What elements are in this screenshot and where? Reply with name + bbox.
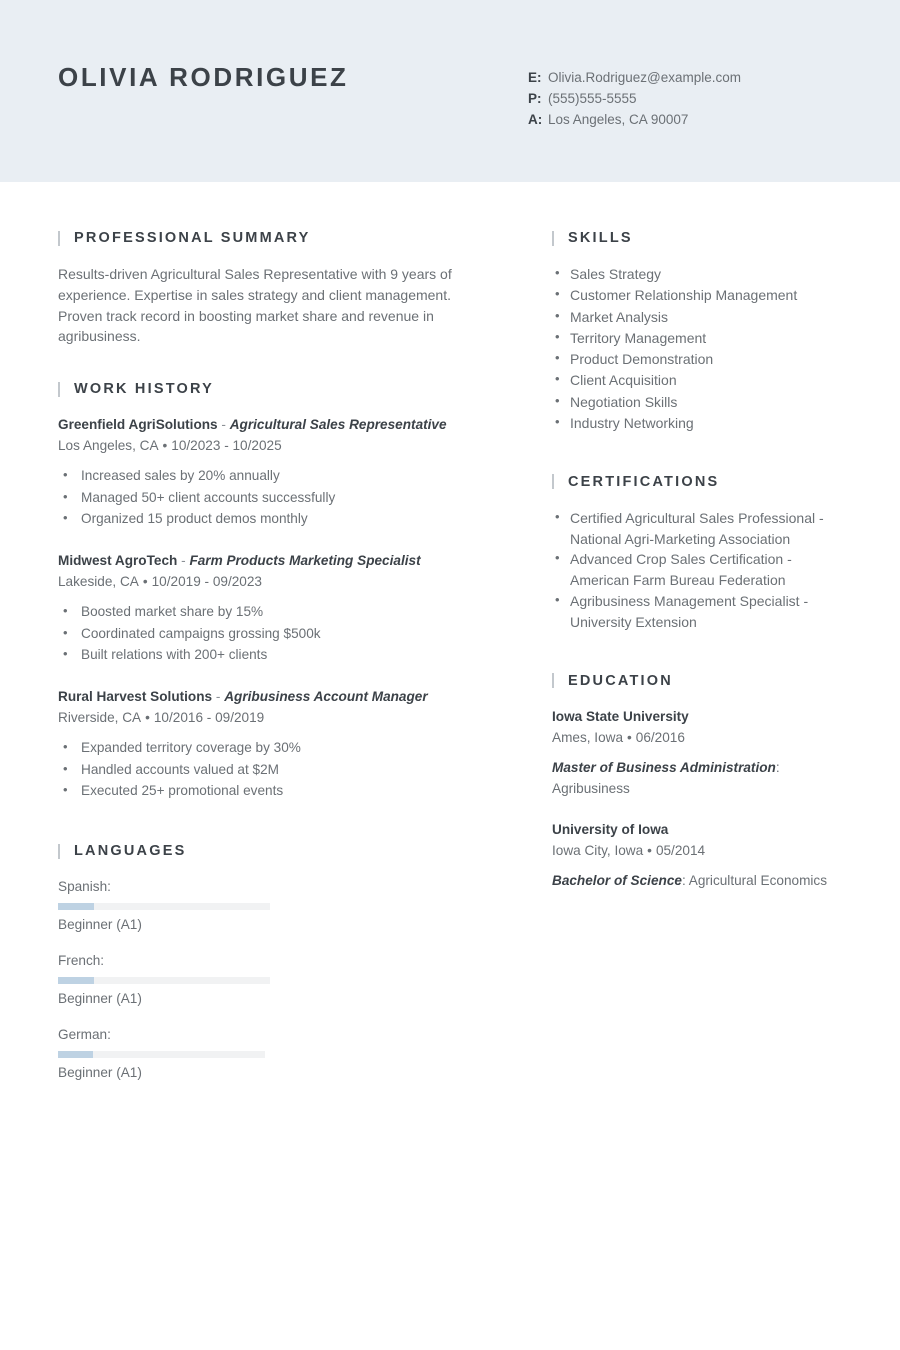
section-languages — [58, 843, 500, 1099]
education-school: Iowa State University — [552, 708, 689, 724]
language-proficiency-track — [58, 977, 270, 984]
section-certifications — [552, 474, 842, 633]
language-proficiency-fill — [58, 903, 94, 910]
skill-item: • Market Analysis — [552, 307, 842, 328]
phone-value[interactable]: (555)555-5555 — [548, 91, 637, 106]
address-value: Los Angeles, CA 90007 — [548, 112, 689, 127]
job-meta — [58, 707, 500, 728]
job-heading — [58, 551, 500, 571]
job-bullet: • Increased sales by 20% annually — [58, 465, 500, 486]
work-history-entry — [58, 687, 500, 801]
education-date: 05/2014 — [655, 842, 706, 858]
section-accent-bar-icon — [552, 474, 554, 489]
skill-item: • Territory Management — [552, 328, 842, 349]
section-header-summary — [58, 230, 500, 246]
section-accent-bar-icon — [552, 231, 554, 246]
job-bullet-list — [58, 465, 500, 529]
education-field: Agribusiness — [552, 780, 630, 796]
job-bullet: • Built relations with 200+ clients — [58, 644, 500, 665]
job-location: Los Angeles, CA — [58, 438, 159, 454]
section-title-skills: SKILLS — [568, 230, 633, 246]
certification-item: • Advanced Crop Sales Certification - American Farm Bureau Federation — [552, 549, 842, 591]
education-field: Agricultural Economics — [688, 872, 828, 888]
resume-header — [0, 0, 900, 182]
education-degree-separator: : — [681, 872, 689, 888]
job-bullet-list — [58, 601, 500, 665]
job-bullet: • Coordinated campaigns grossing $500k — [58, 623, 500, 644]
job-dates: 10/2023 - 10/2025 — [171, 438, 282, 454]
contact-row-email — [528, 68, 842, 89]
section-education — [552, 673, 842, 891]
language-name: French: — [58, 953, 105, 969]
education-entry — [552, 820, 842, 891]
section-work-history — [58, 381, 500, 801]
section-header-certifications — [552, 474, 842, 490]
education-location: Ames, Iowa — [552, 729, 624, 745]
languages-grid — [58, 877, 498, 1099]
language-level: Beginner (A1) — [58, 991, 142, 1007]
education-dot-separator: • — [647, 842, 652, 858]
job-title: Farm Products Marketing Specialist — [189, 553, 421, 569]
job-separator: - — [217, 417, 230, 433]
section-title-certifications: CERTIFICATIONS — [568, 473, 720, 490]
job-bullet: • Handled accounts valued at $2M — [58, 759, 500, 780]
contact-row-phone — [528, 89, 842, 110]
name-block — [58, 62, 528, 93]
section-header-languages — [58, 843, 500, 859]
skill-item: • Client Acquisition — [552, 370, 842, 391]
certification-item: • Certified Agricultural Sales Professional - National Agri-Marketing Association — [552, 508, 842, 550]
job-heading — [58, 415, 500, 435]
education-location: Iowa City, Iowa — [552, 842, 644, 858]
job-separator: - — [177, 553, 190, 569]
job-bullet: • Managed 50+ client accounts successfully — [58, 487, 500, 508]
candidate-name: OLIVIA RODRIGUEZ — [58, 62, 349, 92]
job-company: Midwest AgroTech — [58, 553, 178, 569]
skill-item: • Negotiation Skills — [552, 392, 842, 413]
education-degree: Bachelor of Science — [552, 872, 682, 888]
section-title-work-history: WORK HISTORY — [74, 381, 214, 398]
language-proficiency-track — [58, 1051, 265, 1058]
section-skills — [552, 230, 842, 434]
skill-item: • Sales Strategy — [552, 264, 842, 285]
section-title-summary: PROFESSIONAL SUMMARY — [74, 230, 311, 246]
job-location: Riverside, CA — [58, 710, 142, 726]
language-item — [58, 951, 288, 1009]
education-degree-line — [552, 757, 842, 799]
summary-text: Results-driven Agricultural Sales Representative with 9 years of experience. Expertise in sales strategy and client management. Proven track record in boosting market share and revenue in agribusiness. — [58, 266, 452, 345]
skill-item: • Product Demonstration — [552, 349, 842, 370]
job-dot-separator: • — [142, 574, 148, 590]
email-label: E: — [528, 70, 542, 85]
education-school: University of Iowa — [552, 821, 669, 837]
section-title-languages: LANGUAGES — [74, 843, 187, 860]
right-column — [500, 182, 842, 1133]
certifications-list — [552, 508, 842, 633]
job-bullet: • Expanded territory coverage by 30% — [58, 737, 500, 758]
language-name: German: — [58, 1027, 111, 1043]
education-entry — [552, 707, 842, 799]
skill-item: • Customer Relationship Management — [552, 285, 842, 306]
work-history-entry — [58, 415, 500, 529]
section-header-work-history — [58, 381, 500, 397]
job-company: Greenfield AgriSolutions — [58, 417, 218, 433]
education-meta — [552, 840, 842, 861]
language-item — [58, 1025, 288, 1083]
education-dot-separator: • — [627, 729, 632, 745]
job-dot-separator: • — [162, 438, 168, 454]
job-heading — [58, 687, 500, 707]
language-name: Spanish: — [58, 879, 111, 895]
language-proficiency-track — [58, 903, 270, 910]
contact-info — [528, 62, 842, 131]
section-header-education — [552, 673, 842, 689]
language-proficiency-fill — [58, 1051, 93, 1058]
email-value[interactable]: Olivia.Rodriguez@example.com — [548, 70, 742, 85]
section-accent-bar-icon — [58, 844, 60, 859]
resume-body — [0, 182, 900, 1133]
job-separator: - — [212, 689, 225, 705]
language-level: Beginner (A1) — [58, 1065, 142, 1081]
job-bullet-list — [58, 737, 500, 801]
job-dates: 10/2016 - 09/2019 — [153, 710, 265, 726]
education-degree-line — [552, 870, 842, 891]
certification-item: • Agribusiness Management Specialist - University Extension — [552, 591, 842, 633]
job-bullet: • Executed 25+ promotional events — [58, 780, 500, 801]
job-bullet: • Organized 15 product demos monthly — [58, 508, 500, 529]
education-degree-separator: : — [775, 759, 780, 775]
skills-list — [552, 264, 842, 434]
section-accent-bar-icon — [58, 382, 60, 397]
left-column — [58, 182, 500, 1133]
job-meta — [58, 571, 500, 592]
language-proficiency-fill — [58, 977, 94, 984]
work-history-entry — [58, 551, 500, 665]
education-degree: Master of Business Administration — [552, 759, 776, 775]
section-professional-summary — [58, 230, 500, 347]
job-location: Lakeside, CA — [58, 574, 139, 590]
section-accent-bar-icon — [552, 673, 554, 688]
section-title-education: EDUCATION — [568, 672, 673, 689]
job-title: Agricultural Sales Representative — [229, 417, 447, 433]
job-meta — [58, 435, 500, 456]
language-level: Beginner (A1) — [58, 917, 142, 933]
skill-item: • Industry Networking — [552, 413, 842, 434]
job-bullet: • Boosted market share by 15% — [58, 601, 500, 622]
job-title: Agribusiness Account Manager — [224, 689, 428, 705]
job-dot-separator: • — [145, 710, 150, 726]
section-accent-bar-icon — [58, 231, 60, 246]
language-item — [58, 877, 288, 935]
job-dates: 10/2019 - 09/2023 — [151, 574, 262, 590]
section-header-skills — [552, 230, 842, 246]
education-meta — [552, 727, 842, 748]
phone-label: P: — [528, 91, 542, 106]
address-label: A: — [528, 112, 543, 127]
education-date: 06/2016 — [635, 729, 685, 745]
job-company: Rural Harvest Solutions — [58, 689, 213, 705]
contact-row-address — [528, 110, 842, 131]
